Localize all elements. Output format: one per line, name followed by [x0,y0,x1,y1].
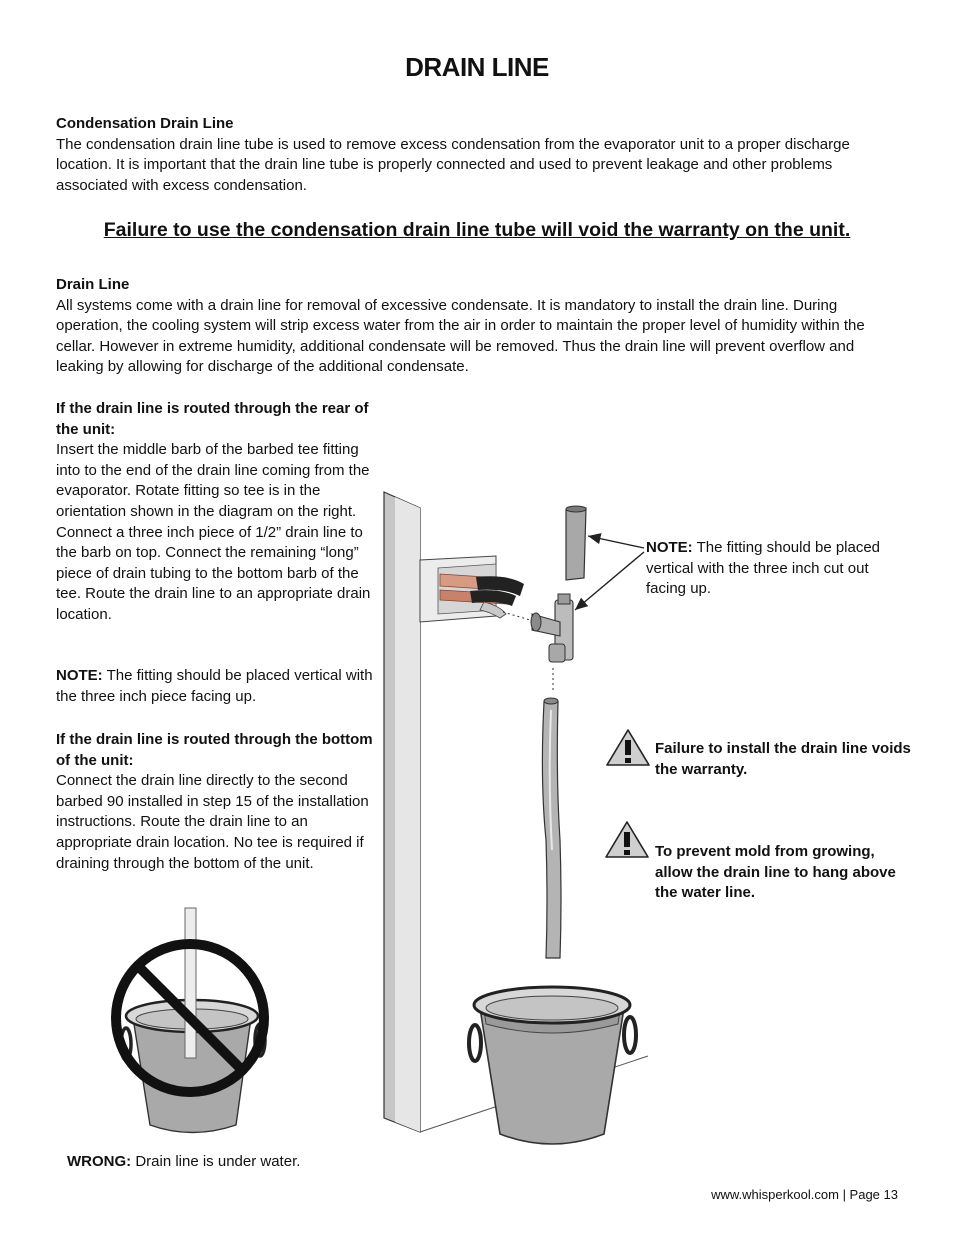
evaporator-rear [420,556,524,622]
note-right-label: NOTE: [646,539,693,556]
drain-line-heading: Drain Line [56,276,130,293]
wrong-caption [67,1152,300,1173]
warning-text-warranty: Failure to install the drain line voids the warranty. [655,740,911,778]
note-left-label: NOTE: [56,667,103,684]
warning-text-mold: To prevent mold from growing, allow the drain line to hang above the water line. [655,843,896,902]
condensation-section [56,114,896,196]
condensation-heading: Condensation Drain Line [56,115,234,132]
note-right [646,538,886,600]
barbed-tee-fitting [531,594,573,662]
rear-routing-body: Insert the middle barb of the barbed tee fitting into to the end of the drain line coming from the evaporator. Rotate fitting so tee is in the orientation shown in the diagram on the right. Connect a three inch piece of 1/2” drain line to the barb on top. Connect the remaining “long” piece of drain tubing to the bottom barb of the tee. Route the drain line to an appropriate drain location. [56,441,371,623]
drain-line-body: All systems come with a drain line for removal of excessive condensate. It is mandatory to install the drain line. During operation, the cooling system will strip excess water from the air in order to maintain the proper level of humidity within the cellar. However in extreme humidity, additional condensate will be removed. Thus the drain line will prevent overflow and leaking by allowing for discharge of the additional condensate. [56,296,865,376]
long-drain-tube [542,698,561,958]
warranty-warning: Failure to use the condensation drain line tube will void the warranty on the unit. [103,219,851,241]
note-left-text: The fitting should be placed vertical with the three inch piece facing up. [56,667,373,705]
page-title: DRAIN LINE [405,52,549,82]
bucket-correct [469,987,636,1144]
bottom-routing-body: Connect the drain line directly to the second barbed 90 installed in step 15 of the installation instructions. Route the drain line to an appropriate drain location. No tee is required if draining through the bottom of the unit. [56,772,369,872]
caption-text: Drain line is under water. [131,1153,301,1170]
short-drain-tube [566,506,586,580]
condensation-body: The condensation drain line tube is used to remove excess condensation from the evaporator unit to a proper discharge location. It is important that the drain line tube is properly connected and used to prevent leakage and other problems associated with excess condensation. [56,135,850,194]
caption-label: WRONG: [67,1153,132,1170]
bottom-routing-heading: If the drain line is routed through the bottom of the unit: [56,731,373,769]
rear-routing-heading: If the drain line is routed through the rear of the unit: [56,400,369,438]
drain-line-section [56,275,901,378]
rear-routing-section [56,399,381,626]
note-right-text: The fitting should be placed vertical with the three inch cut out facing up. [646,539,881,598]
bottom-routing-section [56,730,381,874]
page-footer: www.whisperkool.com | Page 13 [711,1187,898,1202]
note-left [56,666,381,707]
warning-icon [607,730,649,765]
warning-icon [606,822,648,857]
